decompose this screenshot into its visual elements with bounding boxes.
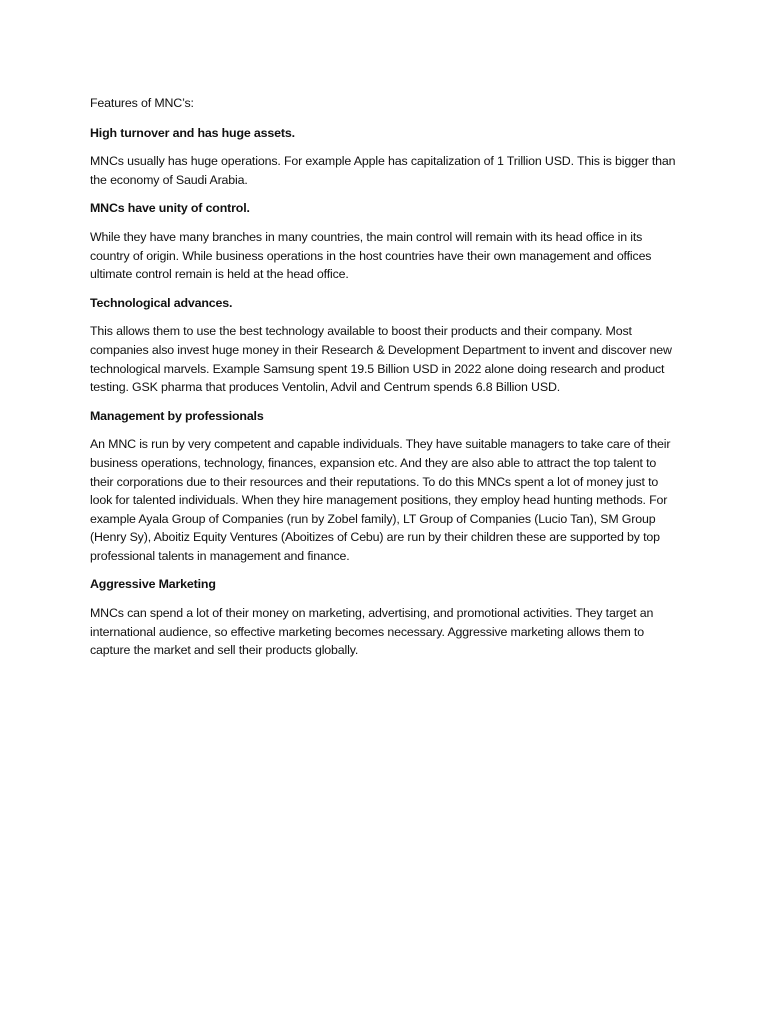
document-page [90, 94, 682, 670]
section-body-technological-advances: This allows them to use the best technology available to boost their products and their company. Most companies also invest huge money in their Research & Development Department to invent and discover new technological marvels. Example Samsung spent 19.5 Billion USD in 2022 alone doing research and product testing. GSK pharma that produces Ventolin, Advil and Centrum spends 6.8 Billion USD. [90, 324, 672, 395]
section-heading-high-turnover: High turnover and has huge assets. [90, 125, 295, 140]
section-body-high-turnover: MNCs usually has huge operations. For example Apple has capitalization of 1 Trillion USD. This is bigger than the economy of Saudi Arabia. [90, 154, 676, 187]
section-body-management-by-professionals: An MNC is run by very competent and capable individuals. They have suitable managers to take care of their business operations, technology, finances, expansion etc. And they are also able to attract the top talent to their corporations due to their resources and their reputations. To do this MNCs spent a lot of money just to look for talented individuals. When they hire management positions, they employ head hunting methods. For example Ayala Group of Companies (run by Zobel family), LT Group of Companies (Lucio Tan), SM Group (Henry Sy), Aboitiz Equity Ventures (Aboitizes of Cebu) are run by their children these are supported by top professional talents in management and finance. [90, 437, 671, 563]
section-heading-unity-of-control: MNCs have unity of control. [90, 201, 250, 216]
section-heading-technological-advances: Technological advances. [90, 295, 233, 310]
section-heading-management-by-professionals: Management by professionals [90, 408, 264, 423]
section-body-unity-of-control: While they have many branches in many countries, the main control will remain with its head office in its country of origin. While business operations in the host countries have their own management and offices ultimate control remain is held at the head office. [90, 229, 652, 282]
section-heading-aggressive-marketing: Aggressive Marketing [90, 577, 216, 592]
document-title: Features of MNC’s: [90, 96, 194, 110]
section-body-aggressive-marketing: MNCs can spend a lot of their money on marketing, advertising, and promotional activities. They target an international audience, so effective marketing becomes necessary. Aggressive marketing allows them to capture the market and sell their products globally. [90, 606, 654, 658]
